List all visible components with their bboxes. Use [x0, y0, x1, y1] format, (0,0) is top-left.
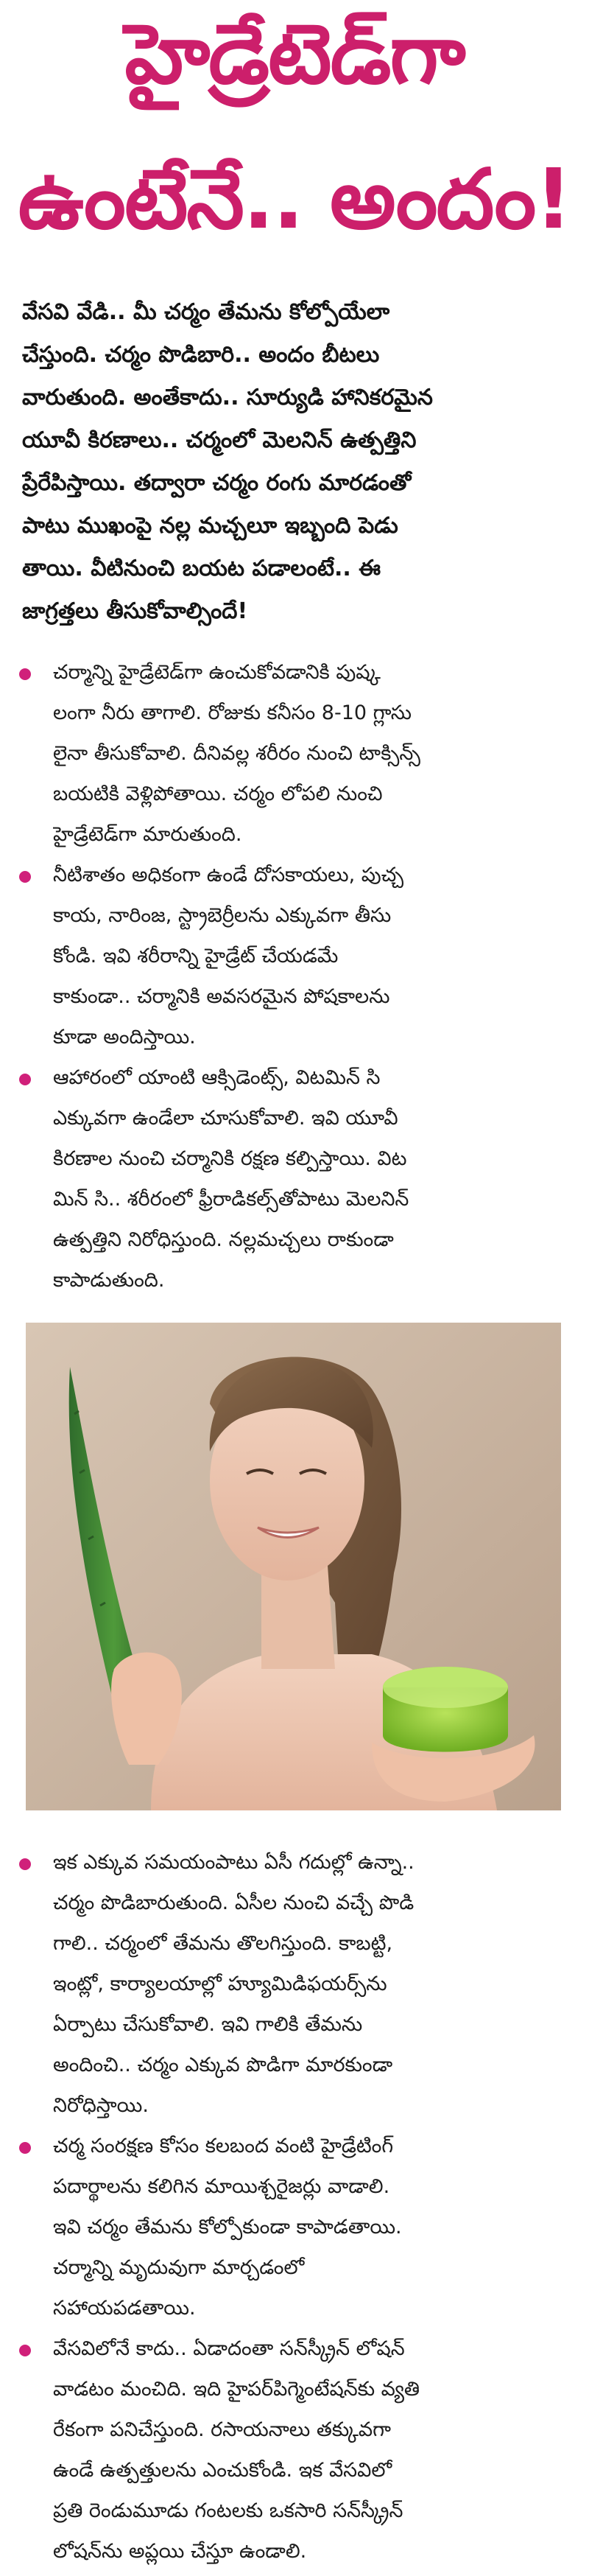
tip-item — [0, 855, 589, 1057]
tip-line: ఉండే ఉత్పత్తులను ఎంచుకోండి. ఇక వేసవిలో — [53, 2459, 392, 2482]
tip-line: బయటికి వెళ్లిపోతాయి. చర్మం లోపలి నుంచి — [53, 783, 383, 805]
tip-line: కాయ, నారింజ, స్ట్రాబెర్రీలను ఎక్కువగా తీసు — [53, 904, 392, 927]
bullet-dot-icon — [19, 2345, 31, 2356]
intro-line: చేస్తుంది. చర్మం పొడిబారి.. అందం బీటలు — [22, 342, 380, 368]
tip-line: నిరోధిస్తాయి. — [53, 2094, 149, 2117]
headline-line-2: ఉంటేనే.. అందం! — [18, 152, 571, 248]
tip-line: మిన్ సి.. శరీరంలో ఫ్రీరాడికల్స్‌తోపాటు మెలనిన్ — [53, 1188, 409, 1211]
intro-line: వేసవి వేడి.. మీ చర్మం తేమను కోల్పోయేలా — [22, 299, 390, 325]
tip-line: కాకుండా.. చర్మానికి అవసరమైన పోషకాలను — [53, 985, 390, 1008]
tip-line: చర్మం పొడిబారుతుంది. ఏసీల నుంచి వచ్చే పొడి — [53, 1891, 415, 1914]
tip-line: చర్మాన్ని మృదువుగా మార్చడంలో — [53, 2256, 305, 2279]
intro-line: జాగ్రత్తలు తీసుకోవాల్సిందే! — [22, 598, 248, 624]
tip-line: ఉత్పత్తిని నిరోధిస్తుంది. నల్లమచ్చలు రాకుండా — [53, 1228, 394, 1251]
tip-line: ఏర్పాటు చేసుకోవాలి. ఇవి గాలికి తేమను — [53, 2013, 363, 2036]
tips-list-bottom — [0, 1842, 589, 2572]
tip-line: కూడా అందిస్తాయి. — [53, 1026, 196, 1049]
tip-line: లంగా నీరు తాగాలి. రోజుకు కనీసం 8-10 గ్లాసు — [53, 701, 412, 724]
tip-line: రేకంగా పనిచేస్తుంది. రసాయనాలు తక్కువగా — [53, 2418, 391, 2441]
intro-line: పాటు ముఖంపై నల్ల మచ్చలూ ఇబ్బంది పెడు — [22, 513, 398, 539]
tip-line: చర్మ సంరక్షణ కోసం కలబంద వంటి హైడ్రేటింగ్ — [53, 2135, 394, 2157]
tip-line: పదార్థాలను కలిగిన మాయిశ్చరైజర్లు వాడాలి. — [53, 2175, 390, 2198]
tip-line: కిరణాల నుంచి చర్మానికి రక్షణ కల్పిస్తాయి. విట — [53, 1147, 407, 1170]
tip-line: వాడటం మంచిది. ఇది హైపర్‌పిగ్మెంటేషన్‌కు వ్యతి — [53, 2378, 420, 2401]
intro-paragraph — [22, 291, 568, 633]
tip-line: లైనా తీసుకోవాలి. దీనివల్ల శరీరం నుంచి టాక్సిన్స్ — [53, 742, 420, 765]
tip-item — [0, 1842, 589, 2126]
tip-line: లోషన్‌ను అప్లయి చేస్తూ ఉండాలి. — [53, 2540, 307, 2563]
tip-line: ఇంట్లో, కార్యాలయాల్లో హ్యూమిడిఫయర్స్‌ను — [53, 1973, 387, 1995]
intro-line: వారుతుంది. అంతేకాదు.. సూర్యుడి హానికరమైన — [22, 385, 433, 410]
tip-line: ప్రతి రెండుమూడు గంటలకు ఒకసారి సన్‌స్క్రీన్ — [53, 2499, 403, 2522]
tip-item — [0, 652, 589, 855]
tip-line: నీటిశాతం అధికంగా ఉండే దోసకాయలు, పుచ్చ — [53, 864, 404, 886]
tips-list-top — [0, 652, 589, 1301]
tip-line: ఎక్కువగా ఉండేలా చూసుకోవాలి. ఇవి యూవీ — [53, 1107, 398, 1130]
tip-line: గాలి.. చర్మంలో తేమను తొలగిస్తుంది. కాబట్టి, — [53, 1932, 393, 1955]
intro-line: ప్రేరేపిస్తాయి. తద్వారా చర్మం రంగు మారడంతో — [22, 470, 412, 496]
tip-line: కోండి. ఇవి శరీరాన్ని హైడ్రేట్ చేయడమే — [53, 945, 339, 967]
tip-line: అందించి.. చర్మం ఎక్కువ పొడిగా మారకుండా — [53, 2054, 393, 2076]
tip-item — [0, 1057, 589, 1301]
tip-line: కాపాడుతుంది. — [53, 1269, 165, 1292]
tip-line: చర్మాన్ని హైడ్రేటెడ్‌గా ఉంచుకోవడానికి పుష్క — [53, 661, 381, 684]
tip-item — [0, 2126, 589, 2328]
bullet-dot-icon — [19, 668, 31, 680]
tip-line: హైడ్రేటెడ్‌గా మారుతుంది. — [53, 823, 242, 846]
tip-line: ఆహారంలో యాంటి ఆక్సిడెంట్స్, విటమిన్ సి — [53, 1066, 381, 1089]
intro-line: యూవీ కిరణాలు.. చర్మంలో మెలనిన్ ఉత్పత్తిని — [22, 427, 417, 453]
tip-line: ఇక ఎక్కువ సమయంపాటు ఏసీ గదుల్లో ఉన్నా.. — [53, 1851, 415, 1874]
aloe-vera-woman-photo — [26, 1323, 561, 1810]
headline-line-1: హైడ్రేటెడ్‌గా — [124, 7, 465, 102]
tip-line: వేసవిలోనే కాదు.. ఏడాదంతా సన్‌స్క్రీన్ లోషన్ — [53, 2337, 405, 2360]
tip-line: సహాయపడతాయి. — [53, 2297, 196, 2320]
tip-item — [0, 2328, 589, 2572]
bullet-dot-icon — [19, 2142, 31, 2154]
intro-line: తాయి. వీటినుంచి బయట పడాలంటే.. ఈ — [22, 556, 381, 581]
bullet-dot-icon — [19, 871, 31, 883]
tip-line: ఇవి చర్మం తేమను కోల్పోకుండా కాపాడతాయి. — [53, 2216, 402, 2239]
bullet-dot-icon — [19, 1074, 31, 1085]
bullet-dot-icon — [19, 1858, 31, 1870]
